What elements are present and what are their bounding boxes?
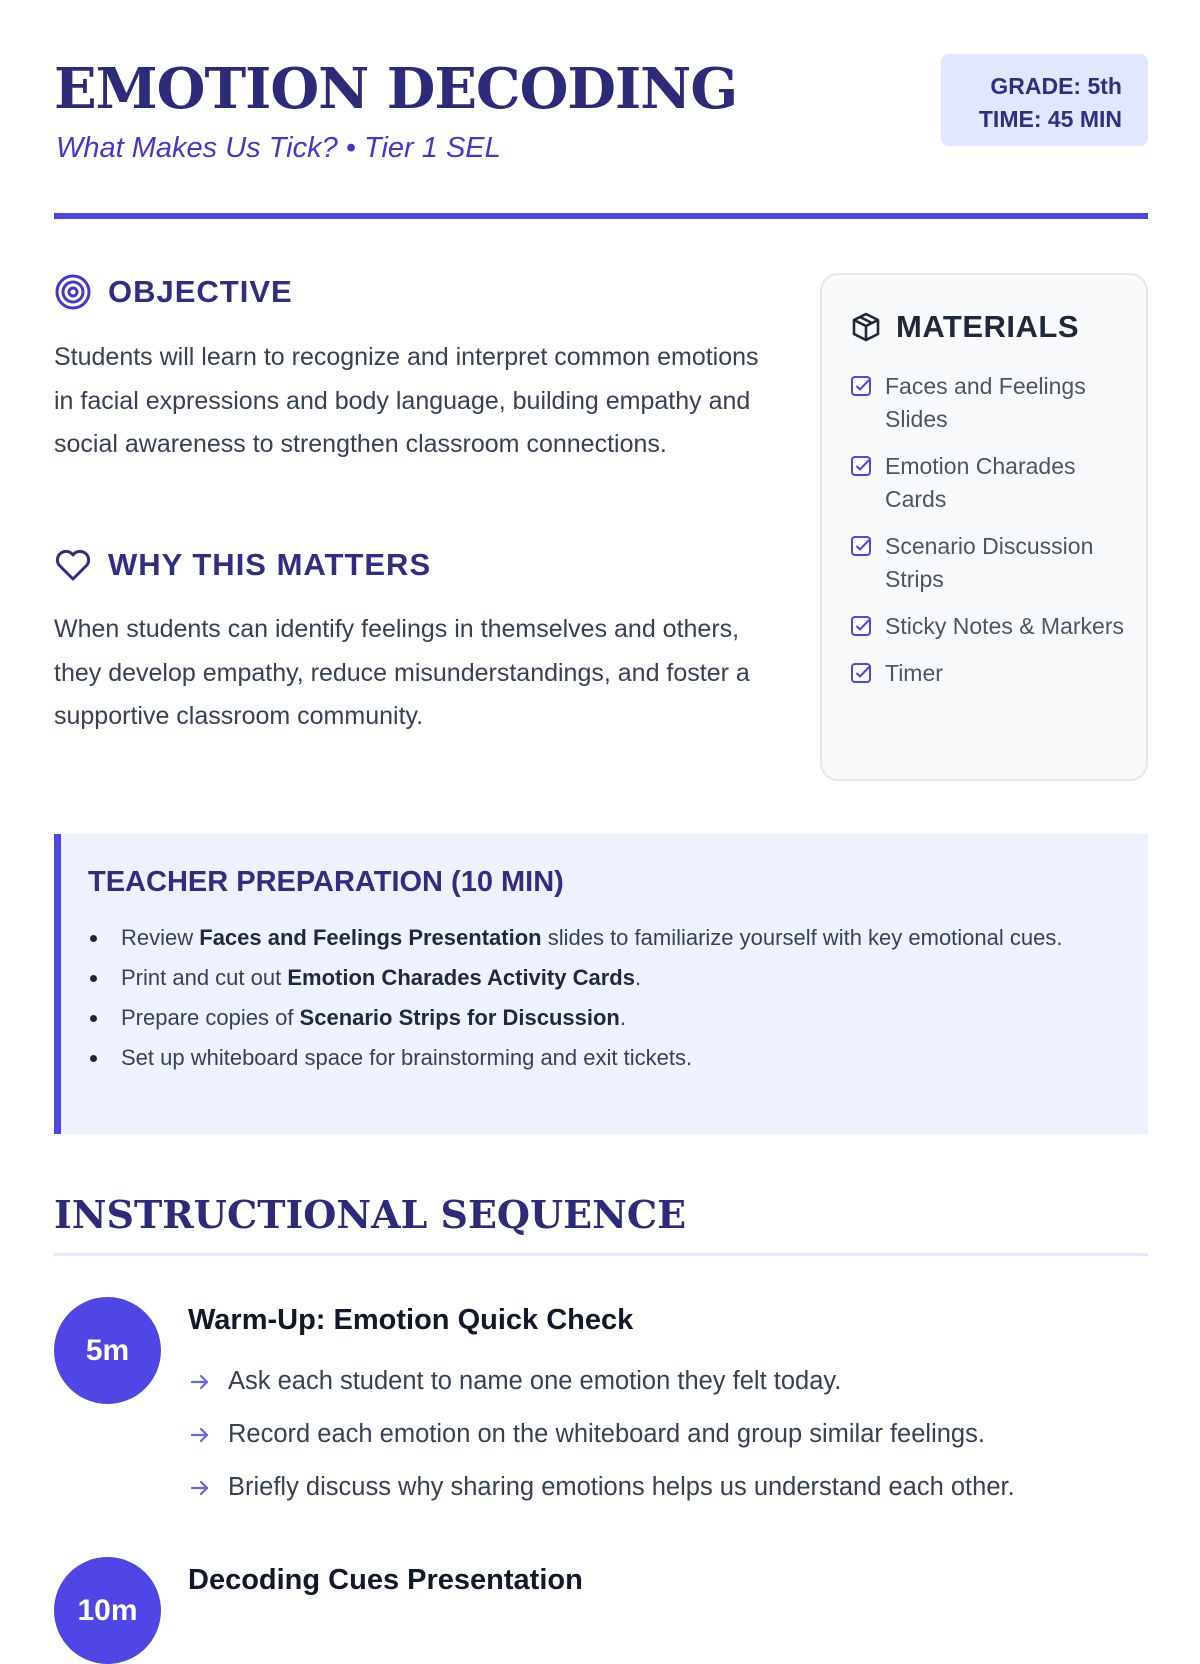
list-item: Prepare copies of Scenario Strips for Discussion.	[88, 1001, 1118, 1034]
list-item: Record each emotion on the whiteboard and group similar feelings.	[188, 1408, 1148, 1461]
why-title: WHY THIS MATTERS	[108, 547, 432, 582]
materials-list	[850, 370, 1130, 704]
lesson-plan-page	[54, 0, 1148, 1627]
step-title: Decoding Cues Presentation	[188, 1564, 583, 1596]
step-time-badge: 5m	[54, 1297, 161, 1404]
why-heading	[54, 545, 431, 585]
time-label: TIME: 45 MIN	[978, 106, 1122, 132]
checkbox-icon	[850, 375, 872, 397]
checkbox-icon	[850, 535, 872, 557]
list-item	[850, 450, 1130, 516]
list-item: Print and cut out Emotion Charades Activity Cards.	[88, 961, 1118, 994]
objective-title: OBJECTIVE	[108, 274, 293, 309]
page-title: EMOTION DECODING	[54, 56, 738, 122]
teacher-prep-box	[54, 834, 1148, 1134]
grade-label: GRADE: 5th	[990, 73, 1122, 99]
list-item	[850, 370, 1130, 436]
material-label: Timer	[885, 660, 943, 686]
checkbox-icon	[850, 455, 872, 477]
material-label: Sticky Notes & Markers	[885, 613, 1124, 639]
list-item	[850, 530, 1130, 596]
list-item: Set up whiteboard space for brainstorming and exit tickets.	[88, 1041, 1118, 1074]
page-subtitle: What Makes Us Tick? • Tier 1 SEL	[56, 132, 501, 164]
header	[54, 54, 1148, 174]
header-divider	[54, 213, 1148, 219]
list-item: Review Faces and Feelings Presentation slides to familiarize yourself with key emotional cues.	[88, 921, 1118, 954]
arrow-right-icon	[188, 1476, 212, 1500]
materials-title: MATERIALS	[896, 309, 1080, 344]
target-icon	[54, 273, 92, 311]
list-item	[850, 657, 1130, 690]
checkbox-icon	[850, 662, 872, 684]
list-item: Briefly discuss why sharing emotions helps us understand each other.	[188, 1461, 1148, 1514]
material-label: Faces and Feelings Slides	[885, 373, 1086, 432]
step-title: Warm-Up: Emotion Quick Check	[188, 1304, 634, 1336]
step-list	[188, 1355, 1148, 1514]
grade-time-badge	[941, 54, 1148, 146]
sequence-step	[54, 1557, 1148, 1627]
list-item	[850, 610, 1130, 643]
materials-heading	[850, 309, 1079, 345]
checkbox-icon	[850, 615, 872, 637]
material-label: Emotion Charades Cards	[885, 453, 1076, 512]
prep-list	[88, 921, 1118, 1081]
objective-heading	[54, 272, 293, 312]
prep-title: TEACHER PREPARATION (10 MIN)	[88, 866, 564, 898]
why-text: When students can identify feelings in themselves and others, they develop empathy, reduce misunderstandings, and foster a supportive classroom community.	[54, 615, 750, 730]
objective-text: Students will learn to recognize and interpret common emotions in facial expressions and body language, building empathy and social awareness to strengthen classroom connections.	[54, 343, 759, 458]
materials-card	[820, 273, 1148, 781]
heart-icon	[54, 546, 92, 584]
package-icon	[850, 311, 882, 343]
material-label: Scenario Discussion Strips	[885, 533, 1094, 592]
arrow-right-icon	[188, 1370, 212, 1394]
sequence-title: INSTRUCTIONAL SEQUENCE	[54, 1192, 687, 1237]
list-item: Ask each student to name one emotion they felt today.	[188, 1355, 1148, 1408]
arrow-right-icon	[188, 1423, 212, 1447]
sequence-divider	[54, 1253, 1148, 1256]
sequence-step	[54, 1297, 1148, 1527]
step-time-badge: 10m	[54, 1557, 161, 1664]
